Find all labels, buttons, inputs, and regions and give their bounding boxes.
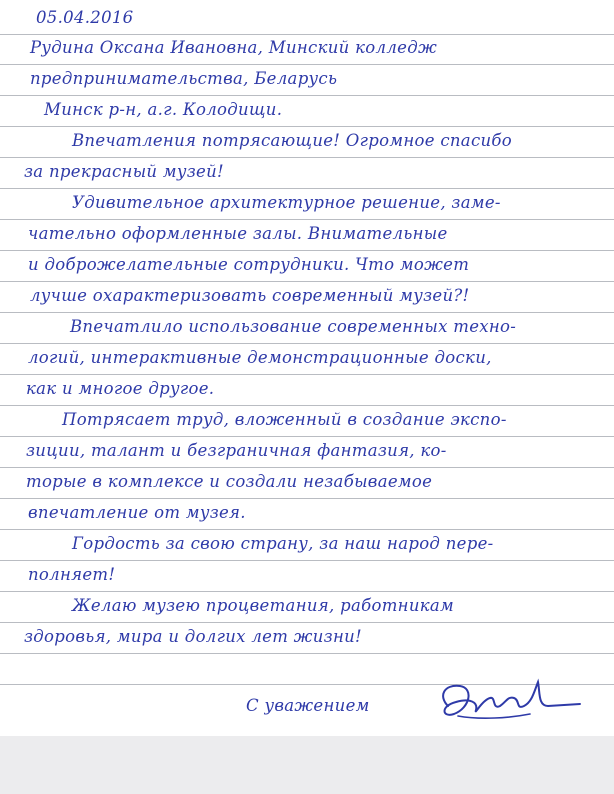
ruled-line — [0, 529, 614, 530]
ruled-line — [0, 250, 614, 251]
ruled-line — [0, 281, 614, 282]
letter-line: Гордость за свою страну, за наш народ пере- — [72, 534, 494, 553]
ruled-line — [0, 64, 614, 65]
ruled-line — [0, 591, 614, 592]
ruled-line — [0, 653, 614, 654]
letter-closing: С уважением — [246, 696, 370, 715]
ruled-line — [0, 467, 614, 468]
letter-line: как и многое другое. — [26, 379, 215, 398]
ruled-line — [0, 343, 614, 344]
handwritten-signature — [430, 676, 590, 724]
letter-line: и доброжелательные сотрудники. Что может — [28, 255, 470, 274]
letter-line: Удивительное архитектурное решение, заме- — [72, 193, 501, 212]
letter-line: полняет! — [28, 565, 116, 584]
letter-line: предпринимательства, Беларусь — [30, 69, 338, 88]
letter-line: впечатление от музея. — [28, 503, 246, 522]
ruled-line — [0, 95, 614, 96]
ruled-line — [0, 405, 614, 406]
letter-line: торые в комплексе и создали незабываемое — [26, 472, 433, 491]
letter-line: Потрясает труд, вложенный в создание экспо- — [62, 410, 507, 429]
letter-line: чательно оформленные залы. Внимательные — [28, 224, 448, 243]
letter-line: Впечатлило использование современных техно- — [70, 317, 517, 336]
ruled-line — [0, 498, 614, 499]
letter-line: зиции, талант и безграничная фантазия, ко- — [26, 441, 447, 460]
ruled-line — [0, 34, 614, 35]
letter-line: логий, интерактивные демонстрационные доски, — [28, 348, 492, 367]
letter-line: здоровья, мира и долгих лет жизни! — [24, 627, 362, 646]
ruled-line — [0, 374, 614, 375]
letter-line: Желаю музею процветания, работникам — [72, 596, 455, 615]
letter-line: Рудина Оксана Ивановна, Минский колледж — [30, 38, 438, 57]
ruled-line — [0, 622, 614, 623]
letter-date: 05.04.2016 — [36, 8, 134, 27]
ruled-line — [0, 560, 614, 561]
ruled-line — [0, 219, 614, 220]
ruled-line — [0, 436, 614, 437]
ruled-line — [0, 126, 614, 127]
letter-line: Минск р-н, а.г. Колодищи. — [44, 100, 283, 119]
ruled-line — [0, 312, 614, 313]
ruled-line — [0, 188, 614, 189]
letter-line: Впечатления потрясающие! Огромное спасибо — [72, 131, 513, 150]
letter-line: за прекрасный музей! — [24, 162, 224, 181]
letter-line: лучше охарактеризовать современный музей?! — [30, 286, 470, 305]
ruled-line — [0, 157, 614, 158]
